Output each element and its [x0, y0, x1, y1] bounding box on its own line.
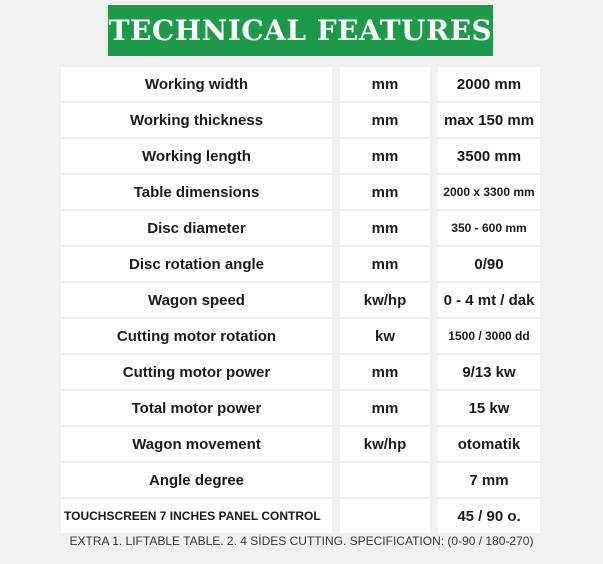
- spec-row: [61, 427, 540, 461]
- spec-value: 350 - 600 mm: [438, 211, 540, 245]
- spec-unit: mm: [340, 103, 430, 137]
- spec-unit: mm: [340, 247, 430, 281]
- spec-label: Working thickness: [61, 103, 332, 137]
- spec-value: 7 mm: [438, 463, 540, 497]
- spec-value: 15 kw: [438, 391, 540, 425]
- spec-row: [61, 211, 540, 245]
- spec-row: [61, 283, 540, 317]
- spec-unit: kw/hp: [340, 283, 430, 317]
- spec-row: [61, 103, 540, 137]
- spec-label: Cutting motor power: [61, 355, 332, 389]
- spec-unit: mm: [340, 175, 430, 209]
- spec-row: [61, 67, 540, 101]
- spec-row: [61, 247, 540, 281]
- spec-label: Cutting motor rotation: [61, 319, 332, 353]
- spec-row: [61, 499, 540, 533]
- spec-label: Working width: [61, 67, 332, 101]
- spec-unit: [340, 463, 430, 497]
- spec-unit: mm: [340, 355, 430, 389]
- spec-value: 2000 x 3300 mm: [438, 175, 540, 209]
- spec-row: [61, 319, 540, 353]
- spec-label: Wagon movement: [61, 427, 332, 461]
- footer-note: EXTRA 1. LIFTABLE TABLE. 2. 4 SİDES CUTTING. SPECIFICATION: (0-90 / 180-270): [69, 534, 534, 548]
- spec-value: max 150 mm: [438, 103, 540, 137]
- spec-unit: [340, 499, 430, 533]
- spec-row: [61, 391, 540, 425]
- spec-label: TOUCHSCREEN 7 INCHES PANEL CONTROL: [61, 499, 332, 533]
- spec-row: [61, 463, 540, 497]
- spec-value: 0/90: [438, 247, 540, 281]
- spec-row: [61, 139, 540, 173]
- spec-unit: mm: [340, 67, 430, 101]
- specs-table: [61, 67, 540, 533]
- spec-row: [61, 355, 540, 389]
- spec-label: Wagon speed: [61, 283, 332, 317]
- spec-label: Table dimensions: [61, 175, 332, 209]
- spec-unit: mm: [340, 211, 430, 245]
- title-banner: [108, 5, 493, 56]
- spec-value: 45 / 90 o.: [438, 499, 540, 533]
- spec-label: Disc diameter: [61, 211, 332, 245]
- spec-label: Disc rotation angle: [61, 247, 332, 281]
- spec-label: Working length: [61, 139, 332, 173]
- spec-value: otomatik: [438, 427, 540, 461]
- spec-value: 1500 / 3000 dd: [438, 319, 540, 353]
- spec-unit: kw: [340, 319, 430, 353]
- spec-unit: mm: [340, 139, 430, 173]
- spec-value: 0 - 4 mt / dak: [438, 283, 540, 317]
- spec-row: [61, 175, 540, 209]
- spec-value: 9/13 kw: [438, 355, 540, 389]
- spec-label: Total motor power: [61, 391, 332, 425]
- page-title: TECHNICAL FEATURES: [108, 14, 493, 47]
- spec-unit: kw/hp: [340, 427, 430, 461]
- spec-unit: mm: [340, 391, 430, 425]
- spec-label: Angle degree: [61, 463, 332, 497]
- spec-value: 3500 mm: [438, 139, 540, 173]
- spec-value: 2000 mm: [438, 67, 540, 101]
